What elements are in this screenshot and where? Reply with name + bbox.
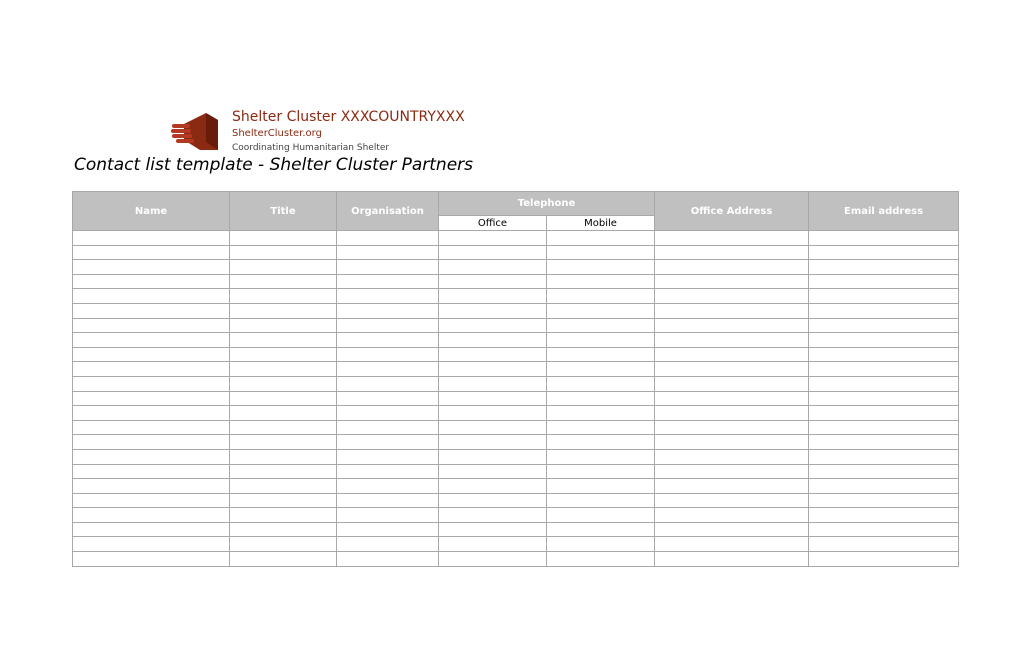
cell-mobile-phone[interactable] — [547, 260, 655, 275]
cell-organisation[interactable] — [337, 391, 439, 406]
cell-title[interactable] — [230, 318, 337, 333]
cell-office-address[interactable] — [655, 391, 809, 406]
cell-title[interactable] — [230, 537, 337, 552]
cell-title[interactable] — [230, 333, 337, 348]
cell-organisation[interactable] — [337, 245, 439, 260]
cell-name[interactable] — [73, 245, 230, 260]
cell-name[interactable] — [73, 274, 230, 289]
cell-title[interactable] — [230, 493, 337, 508]
table-row — [73, 479, 959, 494]
cell-office-phone[interactable] — [439, 464, 547, 479]
table-row — [73, 420, 959, 435]
hand-house-icon — [170, 110, 222, 154]
cell-email-address[interactable] — [809, 522, 959, 537]
cell-name[interactable] — [73, 508, 230, 523]
cell-name[interactable] — [73, 260, 230, 275]
cell-title[interactable] — [230, 508, 337, 523]
table-row — [73, 318, 959, 333]
cell-office-phone[interactable] — [439, 274, 547, 289]
cell-name[interactable] — [73, 493, 230, 508]
cell-office-address[interactable] — [655, 435, 809, 450]
cell-office-address[interactable] — [655, 522, 809, 537]
cell-email-address[interactable] — [809, 464, 959, 479]
cell-organisation[interactable] — [337, 479, 439, 494]
column-header-email-address: Email address — [809, 192, 959, 231]
organization-tagline: Coordinating Humanitarian Shelter — [232, 143, 390, 153]
cell-mobile-phone[interactable] — [547, 493, 655, 508]
cell-title[interactable] — [230, 391, 337, 406]
table-row — [73, 493, 959, 508]
cell-name[interactable] — [73, 318, 230, 333]
cell-email-address[interactable] — [809, 347, 959, 362]
cell-email-address[interactable] — [809, 318, 959, 333]
cell-email-address[interactable] — [809, 391, 959, 406]
cell-office-phone[interactable] — [439, 435, 547, 450]
cell-organisation[interactable] — [337, 231, 439, 246]
cell-organisation[interactable] — [337, 362, 439, 377]
cell-office-address[interactable] — [655, 347, 809, 362]
table-row — [73, 435, 959, 450]
cell-organisation[interactable] — [337, 333, 439, 348]
cell-email-address[interactable] — [809, 479, 959, 494]
cell-organisation[interactable] — [337, 537, 439, 552]
cell-name[interactable] — [73, 522, 230, 537]
cell-mobile-phone[interactable] — [547, 303, 655, 318]
cell-email-address[interactable] — [809, 420, 959, 435]
cell-mobile-phone[interactable] — [547, 333, 655, 348]
column-header-organisation: Organisation — [337, 192, 439, 231]
cell-mobile-phone[interactable] — [547, 362, 655, 377]
cell-title[interactable] — [230, 245, 337, 260]
cell-title[interactable] — [230, 406, 337, 421]
cell-mobile-phone[interactable] — [547, 435, 655, 450]
cell-email-address[interactable] — [809, 289, 959, 304]
table-row — [73, 347, 959, 362]
cell-mobile-phone[interactable] — [547, 289, 655, 304]
cell-name[interactable] — [73, 231, 230, 246]
cell-office-phone[interactable] — [439, 537, 547, 552]
table-row — [73, 508, 959, 523]
cell-office-address[interactable] — [655, 289, 809, 304]
cell-organisation[interactable] — [337, 274, 439, 289]
cell-organisation[interactable] — [337, 376, 439, 391]
cell-email-address[interactable] — [809, 376, 959, 391]
cell-name[interactable] — [73, 333, 230, 348]
cell-name[interactable] — [73, 420, 230, 435]
cell-mobile-phone[interactable] — [547, 231, 655, 246]
contact-table-body — [73, 231, 959, 567]
cell-email-address[interactable] — [809, 245, 959, 260]
cell-title[interactable] — [230, 449, 337, 464]
contact-table — [72, 191, 959, 567]
cell-office-address[interactable] — [655, 245, 809, 260]
cell-title[interactable] — [230, 464, 337, 479]
table-row — [73, 362, 959, 377]
cell-title[interactable] — [230, 347, 337, 362]
cell-office-phone[interactable] — [439, 552, 547, 567]
table-row — [73, 391, 959, 406]
cell-name[interactable] — [73, 391, 230, 406]
cell-office-address[interactable] — [655, 552, 809, 567]
cell-organisation[interactable] — [337, 464, 439, 479]
cell-mobile-phone[interactable] — [547, 274, 655, 289]
cell-office-address[interactable] — [655, 479, 809, 494]
cell-office-address[interactable] — [655, 493, 809, 508]
cell-office-address[interactable] — [655, 318, 809, 333]
cell-mobile-phone[interactable] — [547, 508, 655, 523]
cell-title[interactable] — [230, 231, 337, 246]
cell-office-address[interactable] — [655, 362, 809, 377]
cell-email-address[interactable] — [809, 231, 959, 246]
cell-email-address[interactable] — [809, 449, 959, 464]
cell-title[interactable] — [230, 435, 337, 450]
cell-mobile-phone[interactable] — [547, 391, 655, 406]
cell-office-phone[interactable] — [439, 391, 547, 406]
cell-name[interactable] — [73, 303, 230, 318]
cell-title[interactable] — [230, 274, 337, 289]
cell-office-phone[interactable] — [439, 303, 547, 318]
cell-organisation[interactable] — [337, 435, 439, 450]
cell-name[interactable] — [73, 406, 230, 421]
cell-mobile-phone[interactable] — [547, 245, 655, 260]
cell-email-address[interactable] — [809, 362, 959, 377]
cell-office-address[interactable] — [655, 303, 809, 318]
cell-organisation[interactable] — [337, 420, 439, 435]
cell-mobile-phone[interactable] — [547, 552, 655, 567]
cell-organisation[interactable] — [337, 347, 439, 362]
cell-name[interactable] — [73, 376, 230, 391]
cell-office-phone[interactable] — [439, 420, 547, 435]
cell-title[interactable] — [230, 260, 337, 275]
cell-office-phone[interactable] — [439, 289, 547, 304]
cell-title[interactable] — [230, 362, 337, 377]
table-row — [73, 333, 959, 348]
cell-title[interactable] — [230, 303, 337, 318]
cell-office-phone[interactable] — [439, 318, 547, 333]
cell-office-address[interactable] — [655, 420, 809, 435]
cell-mobile-phone[interactable] — [547, 347, 655, 362]
cell-email-address[interactable] — [809, 537, 959, 552]
cell-office-phone[interactable] — [439, 522, 547, 537]
cell-email-address[interactable] — [809, 508, 959, 523]
cell-mobile-phone[interactable] — [547, 420, 655, 435]
cell-office-phone[interactable] — [439, 508, 547, 523]
column-header-office-address: Office Address — [655, 192, 809, 231]
website-link[interactable]: ShelterCluster.org — [232, 128, 322, 139]
cell-office-address[interactable] — [655, 537, 809, 552]
cell-mobile-phone[interactable] — [547, 464, 655, 479]
table-row — [73, 406, 959, 421]
cell-name[interactable] — [73, 347, 230, 362]
cell-office-phone[interactable] — [439, 231, 547, 246]
cell-title[interactable] — [230, 552, 337, 567]
cell-email-address[interactable] — [809, 435, 959, 450]
cell-mobile-phone[interactable] — [547, 449, 655, 464]
cell-organisation[interactable] — [337, 522, 439, 537]
cell-email-address[interactable] — [809, 493, 959, 508]
cell-office-phone[interactable] — [439, 376, 547, 391]
cell-office-address[interactable] — [655, 231, 809, 246]
column-header-telephone-mobile: Mobile — [547, 216, 655, 231]
cell-organisation[interactable] — [337, 289, 439, 304]
column-header-telephone: Telephone — [439, 192, 655, 216]
cell-name[interactable] — [73, 552, 230, 567]
cell-office-phone[interactable] — [439, 362, 547, 377]
cell-mobile-phone[interactable] — [547, 479, 655, 494]
cell-office-address[interactable] — [655, 406, 809, 421]
table-row — [73, 274, 959, 289]
cell-organisation[interactable] — [337, 318, 439, 333]
cell-office-address[interactable] — [655, 260, 809, 275]
cell-email-address[interactable] — [809, 274, 959, 289]
cell-office-address[interactable] — [655, 449, 809, 464]
cell-mobile-phone[interactable] — [547, 318, 655, 333]
table-row — [73, 537, 959, 552]
table-row — [73, 303, 959, 318]
cell-email-address[interactable] — [809, 406, 959, 421]
cell-name[interactable] — [73, 362, 230, 377]
table-row — [73, 289, 959, 304]
cell-organisation[interactable] — [337, 552, 439, 567]
cell-title[interactable] — [230, 376, 337, 391]
cell-office-address[interactable] — [655, 333, 809, 348]
column-header-title: Title — [230, 192, 337, 231]
cell-office-phone[interactable] — [439, 493, 547, 508]
cell-office-address[interactable] — [655, 508, 809, 523]
cell-organisation[interactable] — [337, 508, 439, 523]
cell-name[interactable] — [73, 537, 230, 552]
cell-organisation[interactable] — [337, 303, 439, 318]
table-row — [73, 464, 959, 479]
cell-name[interactable] — [73, 479, 230, 494]
cell-email-address[interactable] — [809, 303, 959, 318]
table-row — [73, 245, 959, 260]
table-row — [73, 449, 959, 464]
cell-name[interactable] — [73, 289, 230, 304]
column-header-telephone-office: Office — [439, 216, 547, 231]
cell-title[interactable] — [230, 289, 337, 304]
cell-organisation[interactable] — [337, 406, 439, 421]
cell-office-phone[interactable] — [439, 479, 547, 494]
cell-office-phone[interactable] — [439, 406, 547, 421]
cell-mobile-phone[interactable] — [547, 406, 655, 421]
cell-name[interactable] — [73, 449, 230, 464]
cell-name[interactable] — [73, 464, 230, 479]
cell-name[interactable] — [73, 435, 230, 450]
document-title: Contact list template - Shelter Cluster Partners — [74, 155, 474, 175]
cell-organisation[interactable] — [337, 493, 439, 508]
cell-office-address[interactable] — [655, 376, 809, 391]
table-row — [73, 522, 959, 537]
cell-office-phone[interactable] — [439, 260, 547, 275]
table-row — [73, 376, 959, 391]
cell-office-phone[interactable] — [439, 245, 547, 260]
cell-organisation[interactable] — [337, 449, 439, 464]
organization-title: Shelter Cluster XXXCOUNTRYXXX — [232, 109, 465, 125]
cell-office-address[interactable] — [655, 274, 809, 289]
cell-office-phone[interactable] — [439, 347, 547, 362]
cell-email-address[interactable] — [809, 552, 959, 567]
cell-office-phone[interactable] — [439, 449, 547, 464]
cell-title[interactable] — [230, 479, 337, 494]
cell-title[interactable] — [230, 420, 337, 435]
cell-office-address[interactable] — [655, 464, 809, 479]
cell-mobile-phone[interactable] — [547, 537, 655, 552]
cell-mobile-phone[interactable] — [547, 522, 655, 537]
table-row — [73, 552, 959, 567]
cell-email-address[interactable] — [809, 333, 959, 348]
cell-title[interactable] — [230, 522, 337, 537]
table-row — [73, 260, 959, 275]
cell-mobile-phone[interactable] — [547, 376, 655, 391]
table-row — [73, 231, 959, 246]
cell-email-address[interactable] — [809, 260, 959, 275]
cell-organisation[interactable] — [337, 260, 439, 275]
cell-office-phone[interactable] — [439, 333, 547, 348]
column-header-name: Name — [73, 192, 230, 231]
